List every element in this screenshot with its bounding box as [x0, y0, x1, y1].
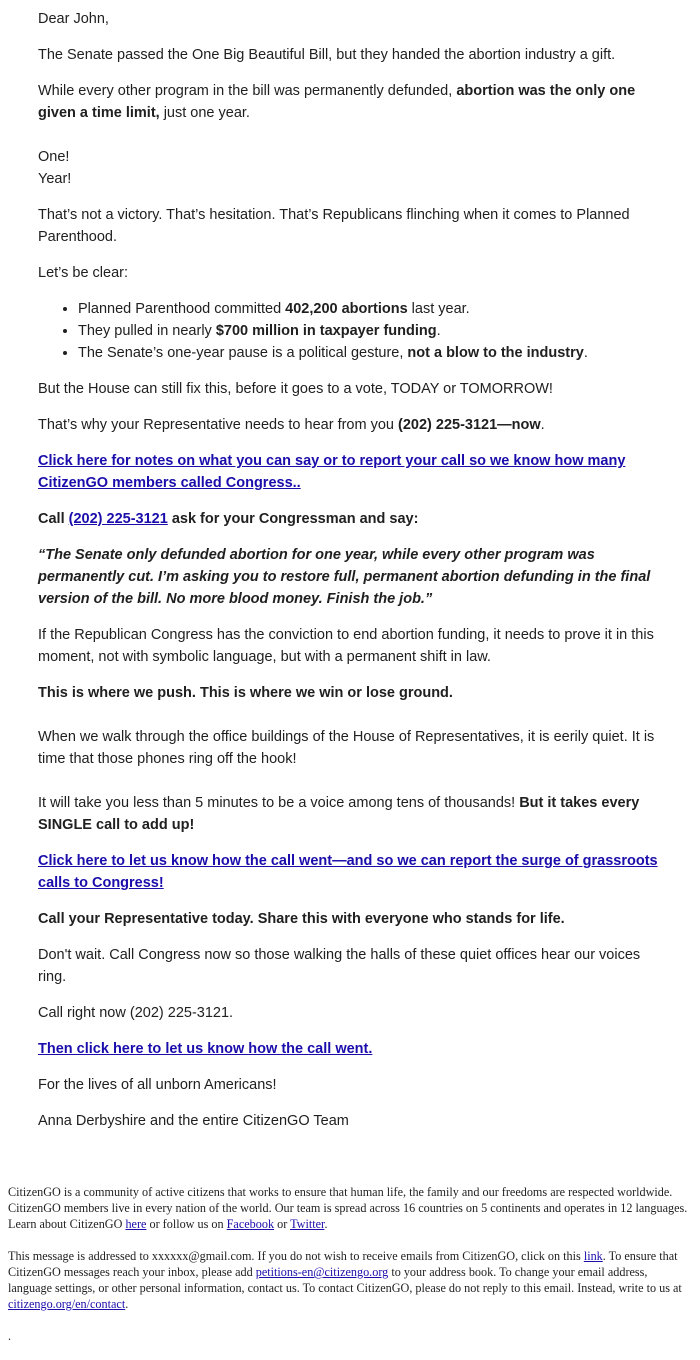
- unsubscribe-link[interactable]: link: [583, 1249, 603, 1263]
- petitions-email-link[interactable]: petitions-en@citizengo.org: [255, 1265, 389, 1279]
- report-call-link[interactable]: Click here to let us know how the call went—and so we can report the surge of grassroots calls to Congress!: [38, 853, 658, 891]
- phone-link[interactable]: (202) 225-3121: [68, 511, 168, 527]
- list-item: • Planned Parenthood committed 402,200 abortions last year.: [78, 298, 678, 320]
- paragraph-dont-wait: Don't wait. Call Congress now so those walking the halls of these quiet offices hear our voices ring.: [38, 947, 641, 985]
- twitter-link[interactable]: Twitter: [290, 1217, 325, 1231]
- learn-here-link[interactable]: here: [125, 1217, 147, 1231]
- paragraph-call-right-now: Call right now (202) 225-3121.: [38, 1005, 234, 1021]
- paragraph-eerily-quiet: When we walk through the office buildings of the House of Representatives, it is eerily quiet. It is time that those phones ring off the hook!: [38, 729, 655, 767]
- footer-dot: .: [8, 1329, 12, 1343]
- contact-link[interactable]: citizengo.org/en/contact: [8, 1297, 126, 1311]
- paragraph-unborn: For the lives of all unborn Americans!: [38, 1077, 277, 1093]
- footer-about: CitizenGO is a community of active citizens that works to ensure that human life, the family and our freedoms are respected worldwide. CitizenGO members live in every nation of the world. Our team is spread across 16 countries on 5 continents and operates in 12 languages. Learn about CitizenGO here or follow us on Facebook or Twitter.: [8, 1185, 688, 1231]
- call-went-link[interactable]: Then click here to let us know how the call went.: [38, 1041, 373, 1057]
- notes-report-link[interactable]: Click here for notes on what you can say or to report your call so we know how many CitizenGO members called Congress..: [38, 453, 626, 491]
- text-year: Year!: [38, 171, 72, 187]
- signature: Anna Derbyshire and the entire CitizenGO Team: [38, 1113, 349, 1129]
- list-item: • The Senate’s one-year pause is a political gesture, not a blow to the industry.: [78, 342, 678, 364]
- greeting: Dear John,: [38, 11, 109, 27]
- paragraph-not-victory: That’s not a victory. That’s hesitation. That’s Republicans flinching when it comes to Planned Parenthood.: [38, 207, 630, 245]
- paragraph-senate-passed: The Senate passed the One Big Beautiful Bill, but they handed the abortion industry a gift.: [38, 47, 616, 63]
- paragraph-where-we-push: This is where we push. This is where we win or lose ground.: [38, 685, 453, 701]
- script-quote: “The Senate only defunded abortion for one year, while every other program was permanently cut. I’m asking you to restore full, permanent abortion defunding in the final version of the bill. No more blood money. Finish the job.”: [38, 547, 651, 607]
- paragraph-house-can-fix: But the House can still fix this, before it goes to a vote, TODAY or TOMORROW!: [38, 381, 553, 397]
- paragraph-conviction: If the Republican Congress has the conviction to end abortion funding, it needs to prove it in this moment, not with symbolic language, but with a permanent shift in law.: [38, 627, 654, 665]
- paragraph-time-limit: While every other program in the bill was permanently defunded, abortion was the only one given a time limit, just one year.: [38, 83, 636, 121]
- paragraph-hear-from-you: That’s why your Representative needs to hear from you (202) 225-3121—now.: [38, 417, 545, 433]
- footer-legal: This message is addressed to xxxxxx@gmail.com. If you do not wish to receive emails from CitizenGO, click on this link. To ensure that CitizenGO messages reach your inbox, please add petitions-en@citizengo.org to your address book. To change your email address, language settings, or other personal information, contact us. To contact CitizenGO, please do not reply to this email. Instead, write to us at citizengo.org/en/contact.: [8, 1249, 682, 1311]
- call-instruction: Call (202) 225-3121 ask for your Congressman and say:: [38, 511, 419, 527]
- facts-list: [38, 298, 678, 364]
- paragraph-lets-be-clear: Let’s be clear:: [38, 265, 129, 281]
- paragraph-five-minutes: It will take you less than 5 minutes to be a voice among tens of thousands! But it takes every SINGLE call to add up!: [38, 795, 640, 833]
- facebook-link[interactable]: Facebook: [226, 1217, 275, 1231]
- list-item: • They pulled in nearly $700 million in taxpayer funding.: [78, 320, 678, 342]
- paragraph-call-today: Call your Representative today. Share this with everyone who stands for life.: [38, 911, 565, 927]
- text-one: One!: [38, 149, 70, 165]
